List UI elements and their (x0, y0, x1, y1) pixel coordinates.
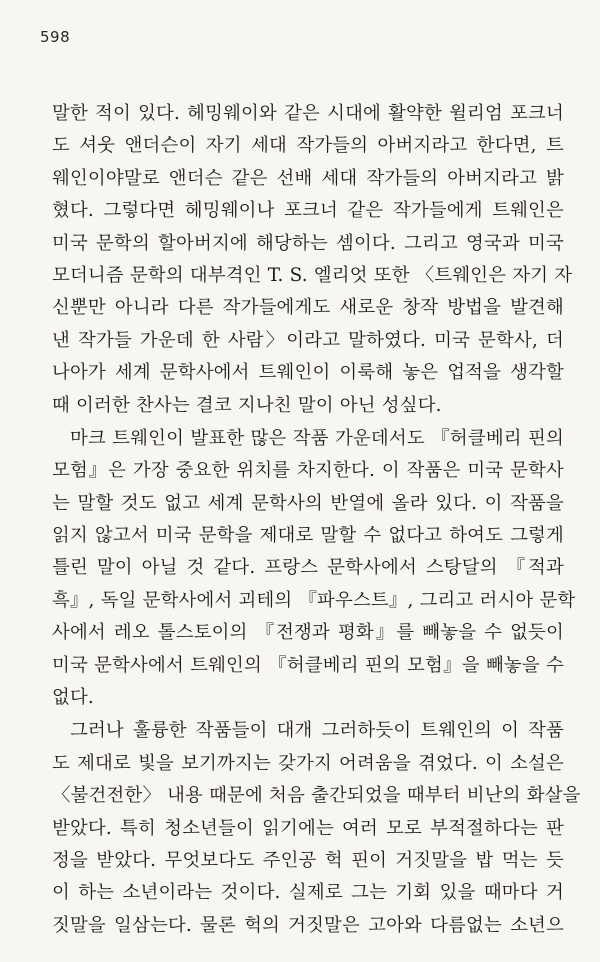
text-line: 나아가 세계 문학사에서 트웨인이 이룩해 놓은 업적을 생각할 (52, 362, 564, 384)
text-line: 받았다. 특히 청소년들이 읽기에는 여러 모로 부적절하다는 판 (52, 817, 564, 839)
text-line: 모험』은 가장 중요한 위치를 차지한다. 이 작품은 미국 문학사 (52, 460, 564, 482)
paragraph-3 (52, 715, 581, 942)
paragraph-1 (52, 98, 573, 422)
text-line: 정을 받았다. 무엇보다도 주인공 헉 핀이 거짓말을 밥 먹는 듯 (52, 849, 564, 871)
text-line: 때 이러한 찬사는 결코 지나친 말이 아닌 성싶다. (52, 394, 442, 416)
text-line: 도 제대로 빛을 보기까지는 갖가지 어려움을 겪었다. 이 소설은 (52, 752, 564, 774)
text-line: 틀린 말이 아닐 것 같다. 프랑스 문학사에서 스탕달의 『적과 (52, 557, 564, 579)
text-line: 말한 적이 있다. 헤밍웨이와 같은 시대에 활약한 윌리엄 포크너 (52, 103, 564, 124)
text-line: 는 말할 것도 없고 세계 문학사의 반열에 올라 있다. 이 작품을 (52, 492, 564, 514)
body-text (52, 98, 581, 942)
text-line: 읽지 않고서 미국 문학을 제대로 말할 수 없다고 하여도 그렇게 (52, 525, 564, 547)
text-line: 마크 트웨인이 발표한 많은 작품 가운데서도 『허클베리 핀의 (70, 427, 564, 449)
text-line: 미국 문학사에서 트웨인의 『허클베리 핀의 모험』을 빼놓을 수 (52, 654, 564, 676)
text-line: 짓말을 일삼는다. 물론 헉의 거짓말은 고아와 다름없는 소년으 (52, 914, 564, 936)
text-line: 도 셔웃 앤더슨이 자기 세대 작가들의 아버지라고 한다면, 트 (52, 135, 564, 157)
text-line: 흑』, 독일 문학사에서 괴테의 『파우스트』, 그리고 러시아 문학 (52, 589, 576, 611)
text-line: 그러나 훌륭한 작품들이 대개 그러하듯이 트웨인의 이 작품 (70, 720, 564, 742)
text-line: 〈불건전한〉 내용 때문에 처음 출간되었을 때부터 비난의 화살을 (52, 785, 581, 807)
text-line: 사에서 레오 톨스토이의 『전쟁과 평화』를 빼놓을 수 없듯이 (52, 622, 564, 644)
text-line: 신뿐만 아니라 다른 작가들에게도 새로운 창작 방법을 발견해 (52, 297, 564, 319)
text-line: 혔다. 그렇다면 헤밍웨이나 포크너 같은 작가들에게 트웨인은 (52, 200, 564, 222)
text-line: 이 하는 소년이라는 것이다. 실제로 그는 기회 있을 때마다 거 (52, 882, 564, 904)
text-line: 낸 작가들 가운데 한 사람〉이라고 말하였다. 미국 문학사, 더 (52, 329, 564, 351)
text-line: 없다. (52, 687, 94, 709)
text-line: 모더니즘 문학의 대부격인 T. S. 엘리엇 또한 〈트웨인은 자기 자 (52, 264, 573, 286)
text-line: 미국 문학의 할아버지에 해당하는 셈이다. 그리고 영국과 미국 (52, 232, 564, 254)
paragraph-2 (52, 423, 576, 715)
page-number: 598 (40, 28, 71, 46)
text-line: 웨인이야말로 앤더슨 같은 선배 세대 작가들의 아버지라고 밝 (52, 167, 564, 189)
